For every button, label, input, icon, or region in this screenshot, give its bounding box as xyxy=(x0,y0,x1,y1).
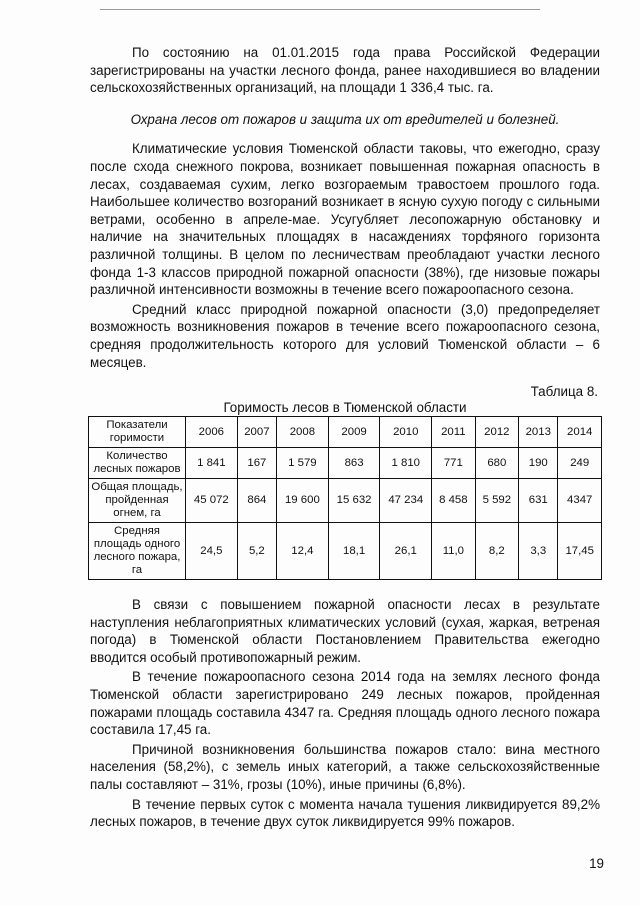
table-row xyxy=(89,523,602,580)
paragraph-rights: По состоянию на 01.01.2015 года права Российской Федерации зарегистрированы на участки лесного фонда, ранее находившиеся во владении сельскохозяйственных организаций, на площади 1 336,4 тыс. га. xyxy=(90,45,600,96)
table-title: Горимость лесов в Тюменской области xyxy=(223,400,467,416)
paragraph-suppression: В течение первых суток с момента начала тушения ликвидируется 89,2% лесных пожаров, в течение двух суток ликвидируется 99% пожаров. xyxy=(90,796,600,830)
table-header-cell: 2007 xyxy=(237,417,276,448)
table-header-cell: 2010 xyxy=(380,417,432,448)
table-header-cell: 2008 xyxy=(277,417,329,448)
paragraph-fire-class: Средний класс природной пожарной опасности (3,0) предопределяет возможность возникновения пожаров в течение всего пожароопасного сезона, средняя продолжительность которого для условий Тюменской области – 6 месяцев. xyxy=(90,301,600,370)
table-header-cell: 2012 xyxy=(475,417,518,448)
table-cell: 24,5 xyxy=(186,523,238,580)
table-header-cell: 2006 xyxy=(186,417,238,448)
table-cell: 680 xyxy=(475,448,518,479)
table-cell: 5 592 xyxy=(475,479,518,523)
table-cell: 631 xyxy=(519,479,558,523)
table-cell: 5,2 xyxy=(237,523,276,580)
section-heading: Охрана лесов от пожаров и защита их от вредителей и болезней. xyxy=(130,111,560,127)
table-header-cell: 2013 xyxy=(519,417,558,448)
table-cell: 864 xyxy=(237,479,276,523)
page-number: 19 xyxy=(589,856,604,871)
table-cell: 8 458 xyxy=(432,479,475,523)
table-cell: 4347 xyxy=(558,479,602,523)
page-content xyxy=(90,44,600,831)
table-cell: 771 xyxy=(432,448,475,479)
table-cell: 45 072 xyxy=(186,479,238,523)
table-cell: 11,0 xyxy=(432,523,475,580)
forest-fire-table xyxy=(88,416,602,580)
table-header-row xyxy=(89,417,602,448)
table-cell: 3,3 xyxy=(519,523,558,580)
table-cell: 190 xyxy=(519,448,558,479)
table-header-cell: 2009 xyxy=(328,417,380,448)
table-cell: 863 xyxy=(328,448,380,479)
table-cell: 17,45 xyxy=(558,523,602,580)
table-header-cell: 2014 xyxy=(558,417,602,448)
table-row-label: Общая площадь, пройденная огнем, га xyxy=(89,479,186,523)
table-header-cell: 2011 xyxy=(432,417,475,448)
table-cell: 47 234 xyxy=(380,479,432,523)
table-cell: 19 600 xyxy=(277,479,329,523)
table-cell: 1 841 xyxy=(186,448,238,479)
table-cell: 26,1 xyxy=(380,523,432,580)
scan-edge-line xyxy=(100,9,540,10)
paragraph-fire-regime: В связи с повышением пожарной опасности лесах в результате наступления неблагоприятных климатических условий (сухая, жаркая, ветреная погода) в Тюменской области Постановлением Правительства ежегодно вводится особый противопожарный режим. xyxy=(90,597,600,665)
paragraph-season-2014: В течение пожароопасного сезона 2014 года на землях лесного фонда Тюменской области зарегистрировано 249 лесных пожаров, пройденная пожарами площадь составила 4347 га. Средняя площадь одного лесного пожара составила 17,45 га. xyxy=(90,669,600,738)
table-header-cell: Показатели горимости xyxy=(89,417,186,448)
paragraph-climate: Климатические условия Тюменской области таковы, что ежегодно, сразу после схода снежного покрова, возникает повышенная пожарная опасность в лесах, создаваемая сухим, легко возгораемым травостоем прошлого года. Наибольшее количество возгораний возникает в ясную сухую погоду с сильными ветрами, особенно в апреле-мае. Усугубляет лесопожарную обстановку и наличие на значительных площадях в насаждениях торфяного горизонта различной толщины. В целом по лесничествам преобладают участки лесного фонда 1-3 классов природной пожарной опасности (38%), где низовые пожары различной интенсивности возможны в течение всего пожароопасного сезона. xyxy=(90,141,600,298)
paragraph-causes: Причиной возникновения большинства пожаров стало: вина местного населения (58,2%), с земель иных категорий, а также сельскохозяйственные палы составляют – 31%, грозы (10%), иные причины (6,8%). xyxy=(90,741,600,793)
table-number: Таблица 8. xyxy=(530,384,598,400)
table-cell: 1 579 xyxy=(277,448,329,479)
table-cell: 15 632 xyxy=(328,479,380,523)
table-cell: 12,4 xyxy=(277,523,329,580)
table-cell: 167 xyxy=(237,448,276,479)
table-cell: 8,2 xyxy=(475,523,518,580)
table-cell: 1 810 xyxy=(380,448,432,479)
table-cell: 18,1 xyxy=(328,523,380,580)
table-cell: 249 xyxy=(558,448,602,479)
table-row xyxy=(89,448,602,479)
table-row xyxy=(89,479,602,523)
table-row-label: Количество лесных пожаров xyxy=(89,448,186,479)
table-row-label: Средняя площадь одного лесного пожара, га xyxy=(89,523,186,580)
